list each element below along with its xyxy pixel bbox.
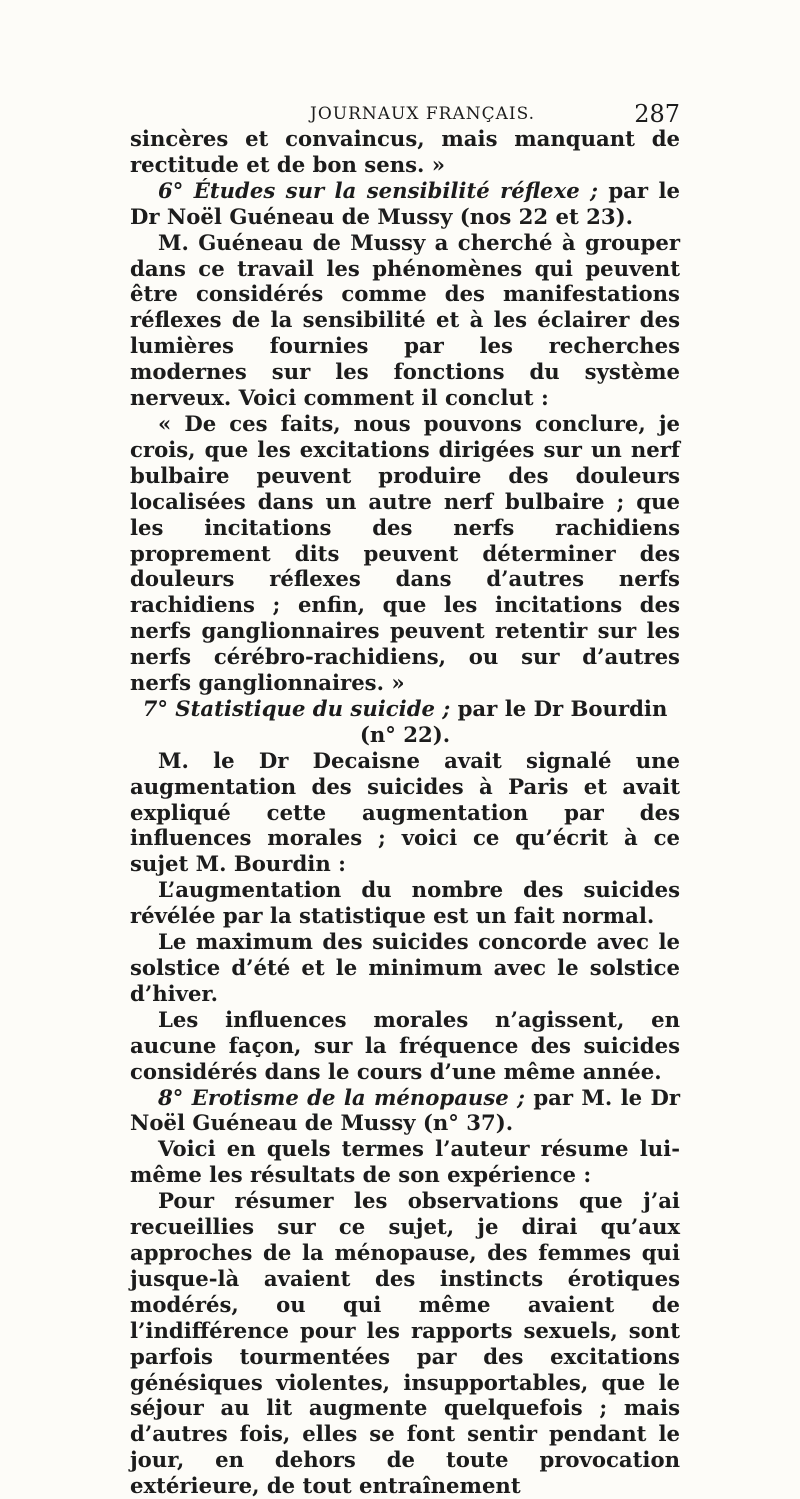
paragraph: M. le Dr Decaisne avait signalé une augmentation des suicides à Paris et avait expliqué cette augmentation par des influences morales ; voici ce qu’écrit à ce sujet M. Bourdin : <box>130 747 680 877</box>
heading-title: 7° Statistique du suicide ; <box>142 695 451 721</box>
paragraph: sincères et convaincus, mais manquant de rectitude et de bon sens. » <box>130 126 680 177</box>
paragraph: Le maximum des suicides concorde avec le solstice d’été et le minimum avec le solstice d’hiver. <box>130 929 680 1006</box>
body-text <box>130 126 680 1499</box>
paragraph: Les influences morales n’agissent, en aucune façon, sur la fréquence des suicides considérés dans le cours d’une même année. <box>130 1006 680 1084</box>
section-heading-8 <box>130 1085 680 1137</box>
page-header <box>130 100 680 128</box>
paragraph: L’augmentation du nombre des suicides révélée par la statistique est un fait normal. <box>130 877 680 929</box>
paragraph: M. Guéneau de Mussy a cherché à grouper dans ce travail les phénomènes qui peuvent être considérés comme des manifestations réflexes de la sensibilité et à les éclairer des lumières fournies par les recherches modernes sur les fonctions du système nerveux. Voici comment il conclut : <box>130 229 680 411</box>
quote-paragraph: « De ces faits, nous pouvons conclure, je crois, que les excitations dirigées sur un nerf bulbaire peuvent produire des douleurs localisées dans un autre nerf bulbaire ; que les incitations des nerfs rachidiens proprement dits peuvent déterminer des douleurs réflexes dans d’autres nerfs rachidiens ; enfin, que les incitations des nerfs ganglionnaires peuvent retentir sur les nerfs cérébro-rachidiens, ou sur d’autres nerfs ganglionnaires. » <box>130 410 680 696</box>
heading-author: par le Dr Bourdin (n° 22). <box>359 695 668 747</box>
section-heading-7 <box>130 696 680 748</box>
section-heading-6 <box>130 178 680 230</box>
heading-title: 8° Erotisme de la ménopause ; <box>158 1084 525 1110</box>
running-title: JOURNAUX FRANÇAIS. <box>310 104 536 124</box>
heading-author: par M. le Dr Noël Guéneau de Mussy (n° 37). <box>130 1084 680 1136</box>
page-number: 287 <box>634 100 680 128</box>
heading-author: par le Dr Noël Guéneau de Mussy (nos 22 et 23). <box>130 177 680 229</box>
heading-title: 6° Études sur la sensibilité réflexe ; <box>158 177 598 203</box>
paragraph: Voici en quels termes l’auteur résume lui-même les résultats de son expérience : <box>130 1136 680 1188</box>
paragraph: Pour résumer les observations que j’ai recueillies sur ce sujet, je dirai qu’aux approches de la ménopause, des femmes qui jusque-là avaient des instincts érotiques modérés, ou qui même avaient de l’indifférence pour les rapports sexuels, sont parfois tourmentées par des excitations génésiques violentes, insupportables, que le séjour au lit augmente quelquefois ; mais d’autres fois, elles se font sentir pendant le jour, en dehors de toute provocation extérieure, de tout entraînement <box>130 1188 680 1499</box>
